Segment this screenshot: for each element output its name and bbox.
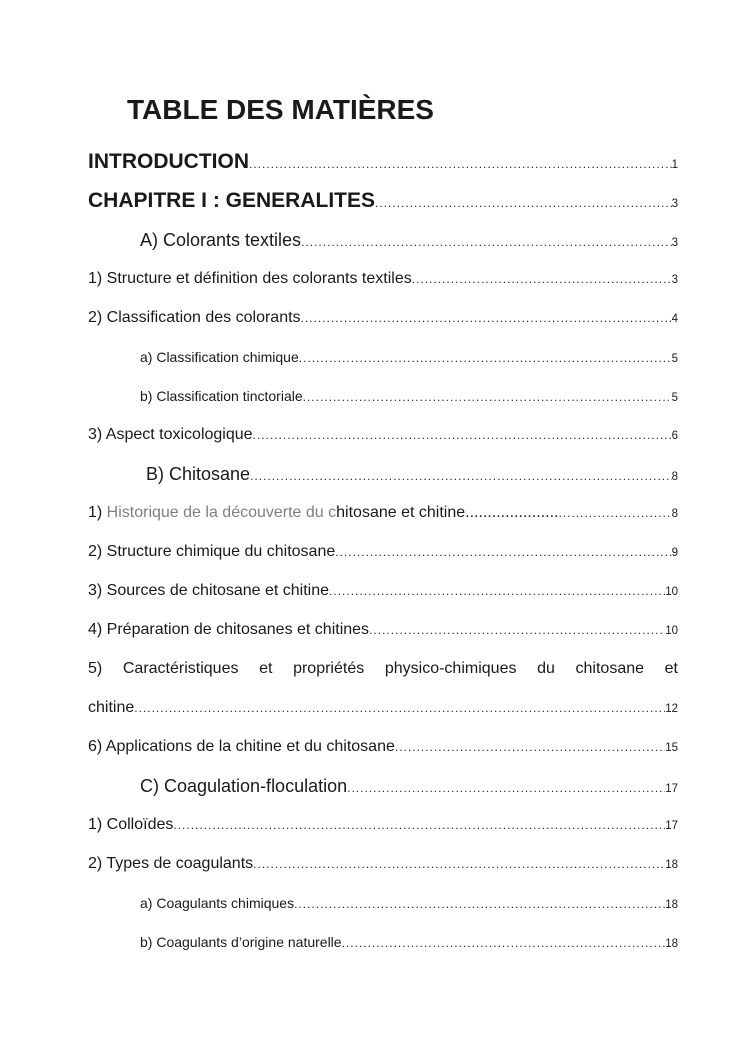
dot-leader — [369, 618, 665, 642]
dot-leader — [249, 152, 672, 176]
page-number: 18 — [665, 859, 678, 871]
dot-leader — [299, 346, 672, 370]
dot-leader — [303, 385, 672, 409]
toc-entry-label-part: 1) — [88, 504, 107, 521]
toc-entry — [88, 306, 678, 330]
toc-entry-label: 1) Structure et définition des colorants textiles — [88, 270, 412, 287]
page-number: 8 — [671, 471, 678, 483]
page-number: 5 — [671, 392, 678, 404]
toc-entry-label: 4) Préparation de chitosanes et chitines — [88, 621, 370, 638]
dot-leader — [173, 813, 665, 837]
dot-leader — [412, 267, 672, 291]
dot-leader — [395, 735, 665, 759]
page-number: 3 — [671, 237, 678, 249]
toc-entry-label: 6) Applications de la chitine et du chitosane — [88, 738, 395, 755]
toc-entry — [88, 228, 678, 252]
toc-entry-label-part: hitosane et chitine..................... — [336, 504, 559, 521]
dot-leader — [329, 579, 665, 603]
toc-entry — [88, 579, 678, 603]
toc-entry-label: B) Chitosane — [146, 464, 251, 484]
dot-leader — [294, 892, 665, 916]
toc-entry-label: A) Colorants textiles — [140, 230, 302, 250]
page-number: 18 — [665, 899, 678, 911]
dot-leader — [301, 306, 672, 330]
dot-leader — [250, 464, 672, 488]
toc-entry-label — [88, 501, 558, 525]
dot-leader — [253, 852, 665, 876]
toc-entry — [88, 696, 678, 720]
page-number: 10 — [665, 625, 678, 637]
page-number: 3 — [671, 274, 678, 286]
page-number: 12 — [665, 703, 678, 715]
toc-entry — [88, 774, 678, 798]
toc-entry-label: b) Coagulants d’origine naturelle — [140, 934, 342, 950]
page-number: 5 — [671, 353, 678, 365]
toc-entry — [88, 384, 678, 408]
toc-entry-label: 2) Classification des colorants — [88, 309, 301, 326]
toc-entry — [88, 891, 678, 915]
dot-leader — [134, 696, 665, 720]
toc-entry-label: 3) Aspect toxicologique — [88, 426, 253, 443]
page-number: 10 — [665, 586, 678, 598]
toc-entry-label-muted-part: Historique de la découverte du c — [106, 504, 337, 521]
toc-entry — [88, 150, 678, 174]
toc-entry — [88, 501, 678, 525]
dot-leader — [342, 931, 666, 955]
toc-entry-label: 1) Colloïdes — [88, 816, 174, 833]
page-number: 18 — [665, 938, 678, 950]
dot-leader — [347, 776, 665, 800]
page-number: 15 — [665, 742, 678, 754]
toc-entry — [88, 345, 678, 369]
page-number: 1 — [671, 159, 678, 171]
toc-entry-label: 2) Structure chimique du chitosane — [88, 543, 336, 560]
toc-entry — [88, 852, 678, 876]
toc-entry — [88, 813, 678, 837]
toc-entry-label: chitine — [88, 699, 135, 716]
page-number: 3 — [671, 198, 678, 210]
dot-leader — [301, 230, 672, 254]
toc-entry-label: a) Classification chimique — [140, 349, 299, 365]
toc-entry-label: C) Coagulation-floculation — [140, 776, 348, 796]
toc-entry-label: 2) Types de coagulants — [88, 855, 254, 872]
dot-leader — [558, 501, 671, 525]
toc-entry — [88, 462, 678, 486]
table-of-contents — [88, 150, 678, 954]
page-number: 17 — [665, 783, 678, 795]
toc-entry-label: CHAPITRE I : GENERALITES — [88, 189, 376, 212]
page-title: TABLE DES MATIÈRES — [127, 94, 434, 125]
toc-entry-label: INTRODUCTION — [88, 150, 249, 173]
dot-leader — [335, 540, 671, 564]
page-number: 8 — [671, 508, 678, 520]
page-number: 17 — [665, 820, 678, 832]
page-number: 4 — [671, 313, 678, 325]
toc-entry-label: a) Coagulants chimiques — [140, 895, 295, 911]
dot-leader — [375, 191, 672, 215]
page-number: 9 — [671, 547, 678, 559]
toc-entry — [88, 267, 678, 291]
toc-entry-wrapped-line: 5) Caractéristiques et propriétés physico-chimiques du chitosane et — [88, 660, 678, 677]
toc-entry — [88, 930, 678, 954]
toc-entry — [88, 423, 678, 447]
toc-entry — [88, 618, 678, 642]
toc-entry — [88, 735, 678, 759]
toc-entry — [88, 189, 678, 213]
toc-entry — [88, 540, 678, 564]
dot-leader — [253, 423, 672, 447]
toc-entry-label: b) Classification tinctoriale — [140, 388, 303, 404]
page-number: 6 — [671, 430, 678, 442]
toc-entry-label: 3) Sources de chitosane et chitine — [88, 582, 330, 599]
